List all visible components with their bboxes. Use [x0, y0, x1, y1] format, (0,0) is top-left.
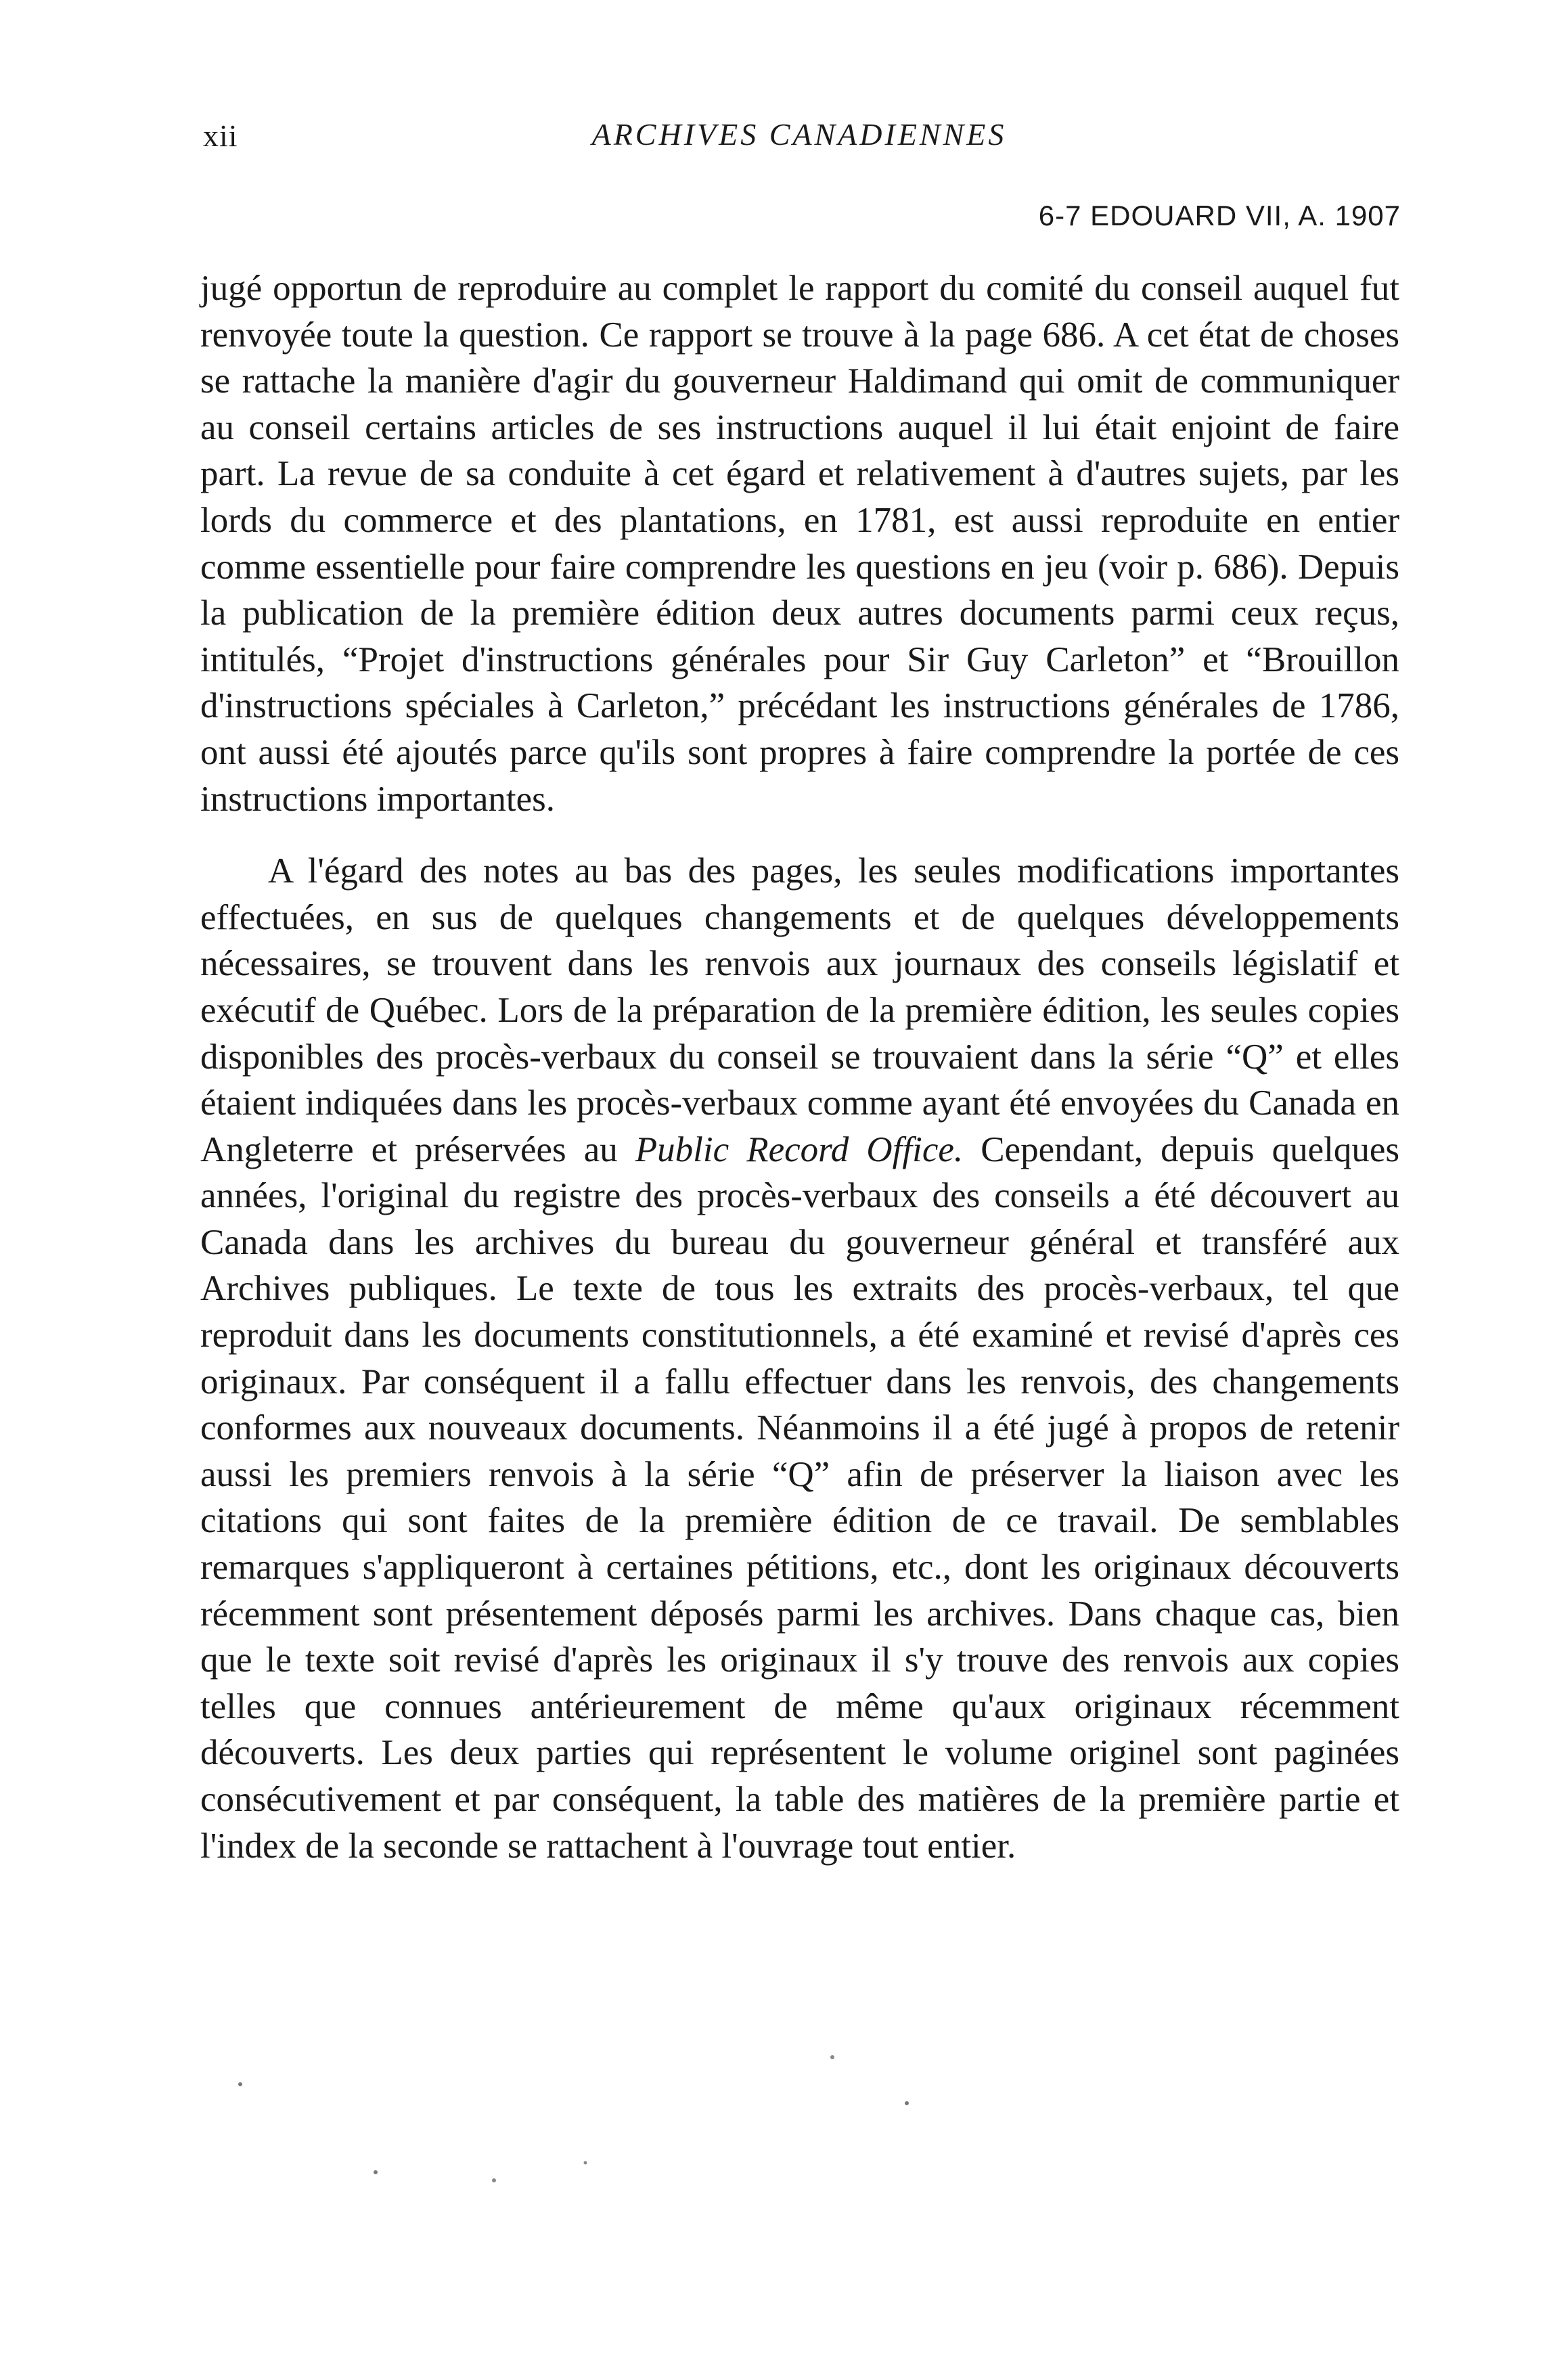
session-mark: 6-7 EDOUARD VII, A. 1907: [1038, 200, 1401, 231]
speck: [905, 2101, 909, 2105]
page-number: xii: [203, 118, 238, 153]
speck: [238, 2082, 242, 2086]
body-text: [200, 265, 1399, 1869]
paragraph-2: [200, 848, 1399, 1869]
running-title: ARCHIVES CANADIENNES: [591, 117, 1007, 152]
paragraph-2-part-b: Cependant, depuis quelques années, l'original du registre des procès-verbaux des conseils a été découvert au Canada dans les archives du bureau du gouverneur général et transféré aux Archives publiques. Le texte de tous les extraits des procès-verbaux, tel que reproduit dans les documents constitutionnels, a été examiné et revisé d'après ces originaux. Par conséquent il a fallu effectuer dans les renvois, des changements conformes aux nouveaux documents. Néanmoins il a été jugé à propos de retenir aussi les premiers renvois à la série “Q” afin de préserver la liaison avec les citations qui sont faites de la première édition de ce travail. De semblables remarques s'appliqueront à certaines pétitions, etc., dont les originaux découverts récemment sont présentement déposés parmi les archives. Dans chaque cas, bien que le texte soit revisé d'après les originaux il s'y trouve des renvois aux copies telles que connues antérieurement de même qu'aux originaux récemment découverts. Les deux parties qui représentent le volume originel sont paginées consécutivement et par conséquent, la table des matières de la première partie et l'index de la seconde se rattachent à l'ouvrage tout entier.: [200, 1129, 1400, 1866]
speck: [374, 2170, 378, 2174]
speck: [492, 2178, 496, 2182]
paragraph-2-part-a: A l'égard des notes au bas des pages, les seules modifications importantes effectuées, en sus de quelques changements et de quelques développements nécessaires, se trouvent dans les renvois aux journaux des conseils législatif et exécutif de Québec. Lors de la préparation de la première édition, les seules copies disponibles des procès-verbaux du conseil se trouvaient dans la série “Q” et elles étaient indiquées dans les procès-verbaux comme ayant été envoyées du Canada en Angleterre et préservées au: [200, 851, 1399, 1169]
speck: [584, 2161, 587, 2165]
paragraph-1: jugé opportun de reproduire au complet le rapport du comité du conseil auquel fut renvoyée toute la question. Ce rapport se trouve à la page 686. A cet état de choses se rattache la manière d'agir du gouverneur Haldimand qui omit de communiquer au conseil certains articles de ses instructions auquel il lui était enjoint de faire part. La revue de sa conduite à cet égard et relativement à d'autres sujets, par les lords du commerce et des plantations, en 1781, est aussi reproduite en entier comme essentielle pour faire comprendre les questions en jeu (voir p. 686). Depuis la publication de la première édition deux autres documents parmi ceux reçus, intitulés, “Projet d'instructions générales pour Sir Guy Carleton” et “Brouillon d'instructions spéciales à Carleton,” précédant les instructions générales de 1786, ont aussi été ajoutés parce qu'ils sont propres à faire comprendre la portée de ces instructions importantes.: [200, 269, 1399, 819]
speck: [830, 2055, 834, 2059]
paragraph-2-italic-title: Public Record Office.: [635, 1129, 964, 1169]
